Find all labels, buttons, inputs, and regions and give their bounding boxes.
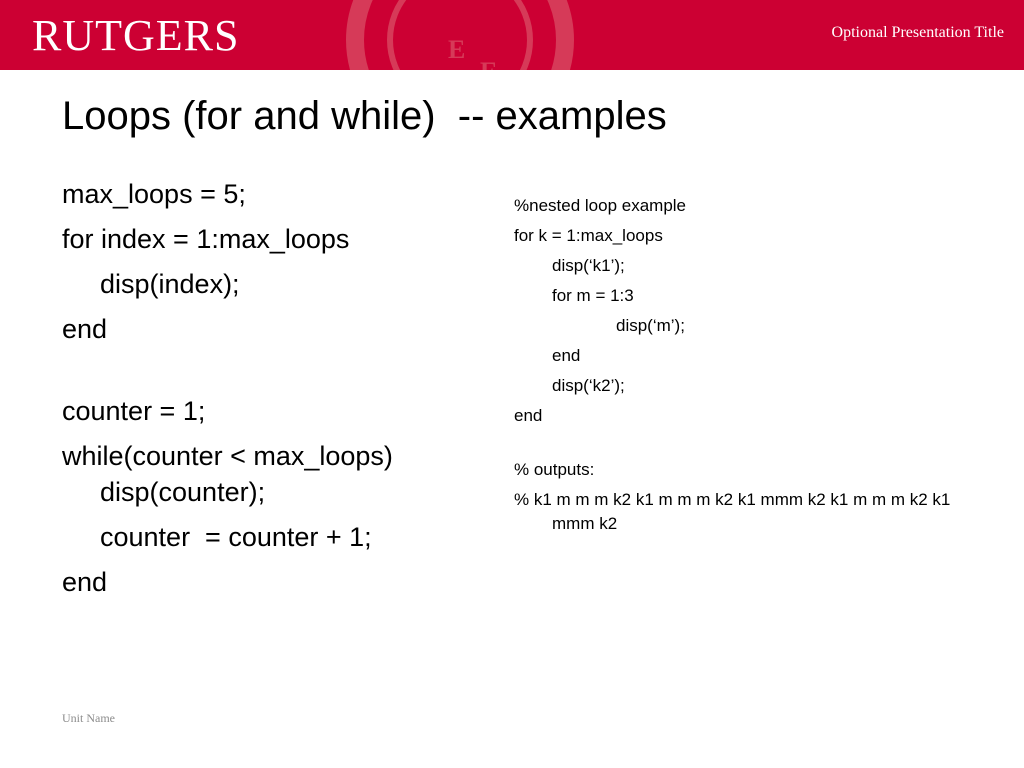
code-line: counter = counter + 1; — [100, 522, 372, 552]
slide-title: Loops (for and while) -- examples — [62, 94, 667, 138]
rutgers-logo: RUTGERS — [32, 11, 240, 60]
code-line: for k = 1:max_loops — [514, 226, 663, 245]
code-line: % k1 m m m k2 k1 m m m k2 k1 mmm k2 k1 m m m k2 k1 mmm k2 — [514, 490, 951, 533]
right-code-block — [514, 194, 984, 536]
blank-line — [514, 428, 984, 452]
code-line: disp(‘m’); — [616, 316, 685, 335]
blank-line — [62, 347, 482, 393]
code-line: disp(‘k2’); — [552, 376, 625, 395]
header-bar — [0, 0, 1024, 86]
code-line: %nested loop example — [514, 196, 687, 215]
code-line: end — [514, 406, 543, 425]
code-line: counter = 1; — [62, 396, 206, 426]
code-line: for m = 1:3 — [552, 286, 634, 305]
code-line: disp(index); — [100, 269, 240, 299]
code-line: disp(‘k1’); — [552, 256, 625, 275]
svg-text:E: E — [480, 57, 498, 86]
code-line: end — [62, 314, 108, 344]
seal-watermark-icon — [330, 0, 590, 86]
code-line: for index = 1:max_loops — [62, 224, 350, 254]
code-line: while(counter < max_loops) — [62, 441, 393, 471]
code-line: % outputs: — [514, 460, 595, 479]
left-code-block — [62, 176, 482, 600]
svg-text:E: E — [448, 35, 466, 64]
presentation-title: Optional Presentation Title — [831, 24, 1004, 41]
code-line: max_loops = 5; — [62, 179, 246, 209]
code-line: end — [552, 346, 581, 365]
footer-unit-name: Unit Name — [62, 711, 115, 725]
code-line: disp(counter); — [100, 477, 266, 507]
code-line: end — [62, 567, 108, 597]
